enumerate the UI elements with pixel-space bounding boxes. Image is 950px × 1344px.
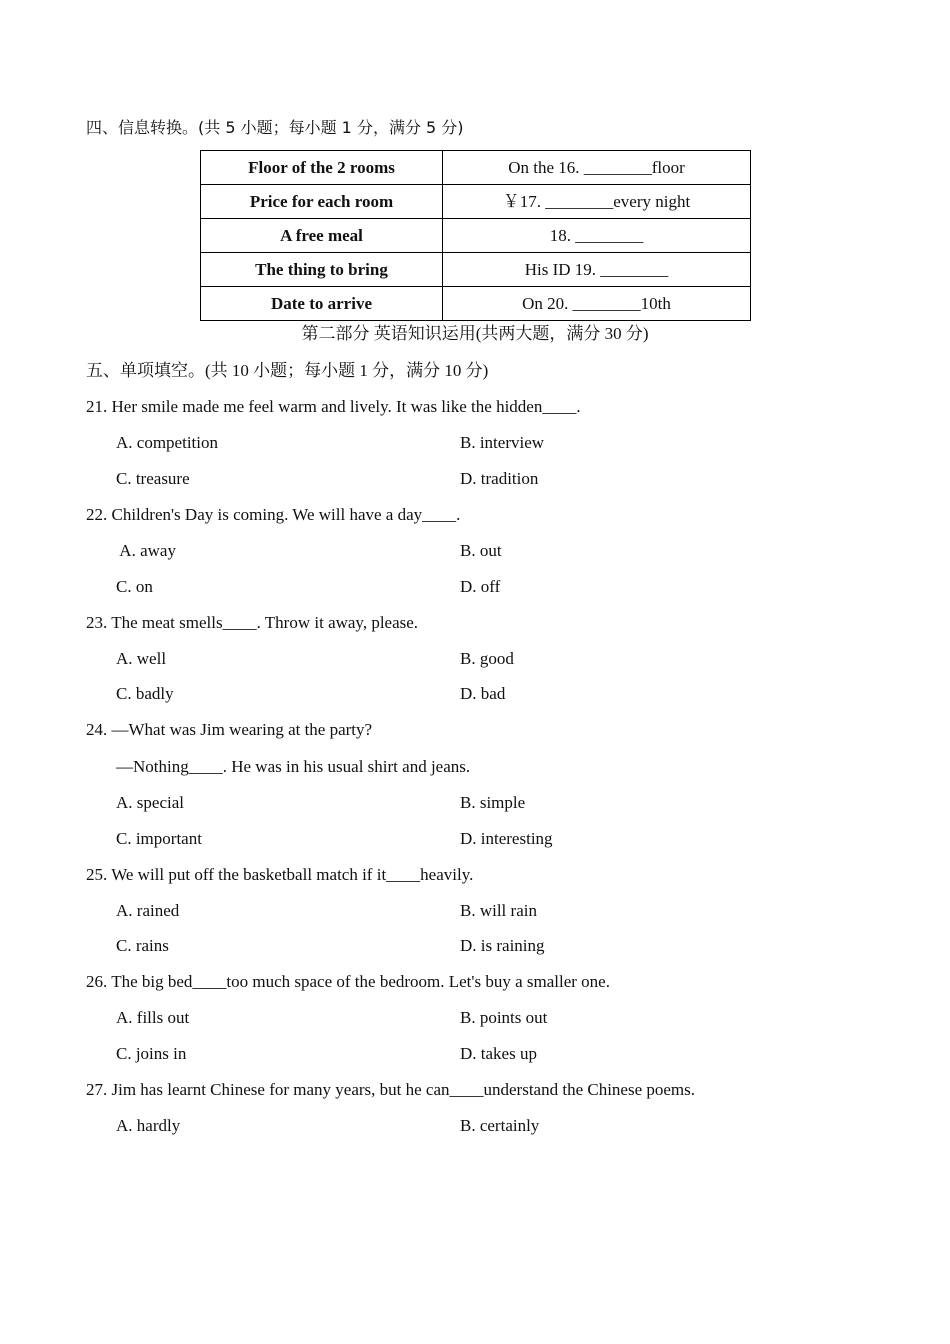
table-key: The thing to bring [201, 253, 443, 287]
option-d: D. interesting [460, 829, 553, 848]
table-row [201, 151, 751, 185]
option-c: C. important [116, 829, 202, 848]
option-d: D. tradition [460, 469, 539, 488]
table-key: Date to arrive [201, 287, 443, 321]
table-row [201, 219, 751, 253]
option-d: D. takes up [460, 1044, 537, 1063]
info-table [200, 150, 751, 321]
option-b: B. certainly [460, 1116, 540, 1135]
option-a: A. rained [116, 901, 180, 920]
question-stem: 26. The big bed____too much space of the bedroom. Let's buy a smaller one. [86, 972, 610, 991]
question-stem: 25. We will put off the basketball match if it____heavily. [86, 865, 474, 884]
option-d: D. off [460, 577, 501, 596]
question-stem: 23. The meat smells____. Throw it away, please. [86, 613, 419, 632]
option-d: D. is raining [460, 936, 545, 955]
option-c: C. rains [116, 936, 169, 955]
question-stem-continued: —Nothing____. He was in his usual shirt and jeans. [116, 757, 471, 776]
option-a: A. well [116, 649, 167, 668]
table-key: Floor of the 2 rooms [201, 151, 443, 185]
option-a: A. fills out [116, 1008, 190, 1027]
section5-heading: 五、单项填空。(共 10 小题；每小题 1 分，满分 10 分) [86, 361, 489, 380]
option-a: A. competition [116, 433, 218, 452]
option-c: C. on [116, 577, 153, 596]
option-a: A. away [116, 541, 176, 560]
table-value: 18. ________ [443, 219, 751, 253]
option-a: A. special [116, 793, 184, 812]
option-b: B. good [460, 649, 514, 668]
option-b: B. will rain [460, 901, 537, 920]
option-b: B. simple [460, 793, 526, 812]
table-value: His ID 19. ________ [443, 253, 751, 287]
question-stem: 22. Children's Day is coming. We will have a day____. [86, 505, 461, 524]
table-value: On the 16. ________floor [443, 151, 751, 185]
option-c: C. treasure [116, 469, 190, 488]
option-b: B. out [460, 541, 502, 560]
option-c: C. joins in [116, 1044, 187, 1063]
table-row [201, 185, 751, 219]
table-key: A free meal [201, 219, 443, 253]
option-a: A. hardly [116, 1116, 181, 1135]
question-stem: 24. —What was Jim wearing at the party? [86, 720, 373, 739]
section4-heading: 四、信息转换。(共 5 小题；每小题 1 分，满分 5 分) [86, 118, 464, 137]
table-value: ￥17. ________every night [443, 185, 751, 219]
table-key: Price for each room [201, 185, 443, 219]
part2-title: 第二部分 英语知识运用(共两大题，满分 30 分) [301, 324, 649, 343]
table-row [201, 253, 751, 287]
table-value: On 20. ________10th [443, 287, 751, 321]
option-b: B. points out [460, 1008, 548, 1027]
option-d: D. bad [460, 684, 506, 703]
question-stem: 27. Jim has learnt Chinese for many years, but he can____understand the Chinese poems. [86, 1080, 696, 1099]
option-b: B. interview [460, 433, 545, 452]
question-stem: 21. Her smile made me feel warm and lively. It was like the hidden____. [86, 397, 581, 416]
option-c: C. badly [116, 684, 174, 703]
table-row [201, 287, 751, 321]
